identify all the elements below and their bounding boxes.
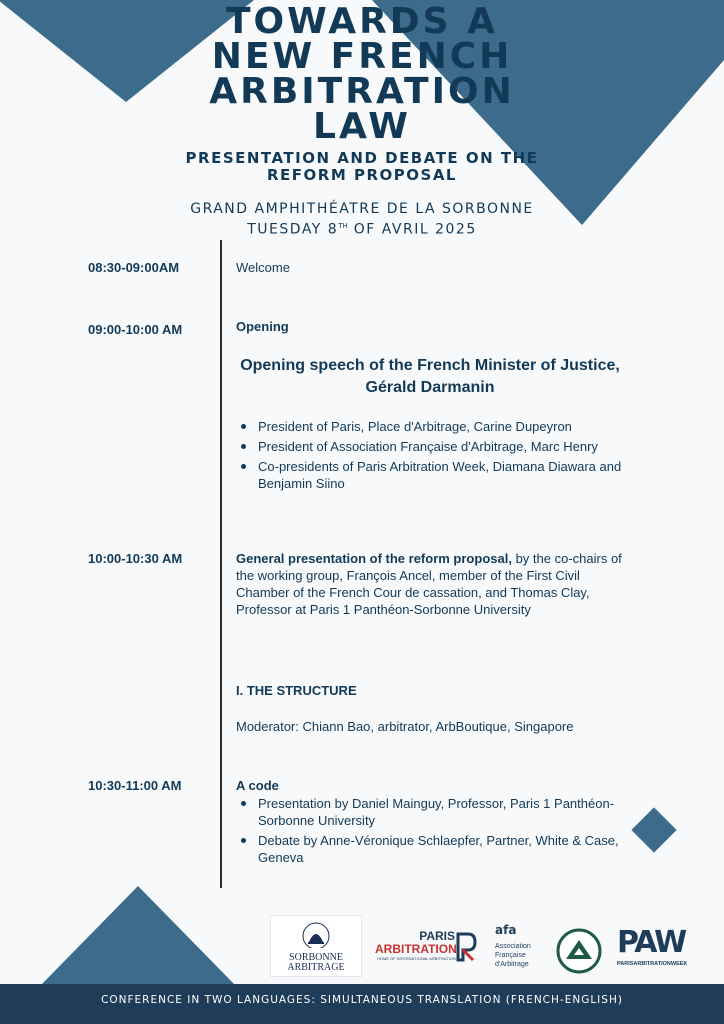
sorbonne-arbitrage-logo bbox=[270, 915, 362, 977]
logo-text: ARBITRATION bbox=[375, 942, 457, 956]
logo-text: ARBITRAGE bbox=[287, 962, 345, 973]
footer-banner: CONFERENCE IN TWO LANGUAGES: SIMULTANEOUS TRANSLATION (FRENCH-ENGLISH) bbox=[0, 984, 724, 1024]
logo-text: afa bbox=[495, 923, 517, 937]
logo-text: PAW bbox=[617, 925, 686, 960]
mountain-emblem-icon bbox=[556, 928, 602, 974]
logo-text: PARISARBITRATIONWEEK bbox=[617, 961, 688, 967]
subtitle-line: REFORM PROPOSAL bbox=[266, 166, 457, 184]
slot-description: Welcome bbox=[236, 260, 290, 275]
time-slot: 09:00-10:00 AM bbox=[88, 322, 183, 337]
time-slot: 08:30-09:00AM bbox=[88, 260, 180, 275]
decorative-diamond bbox=[631, 807, 676, 852]
logo-text: Française bbox=[495, 952, 526, 959]
date-ordinal: TH bbox=[338, 222, 348, 230]
logo-text: PARIS bbox=[419, 929, 455, 943]
timeline-divider bbox=[220, 240, 222, 888]
decorative-triangle-bottom-left bbox=[40, 886, 236, 986]
dome-icon bbox=[296, 920, 336, 948]
title-line: NEW FRENCH bbox=[211, 36, 513, 77]
logo-text: SORBONNE bbox=[289, 952, 343, 963]
speaker-list bbox=[236, 418, 626, 495]
subtitle-line: PRESENTATION AND DEBATE ON THE bbox=[185, 149, 539, 167]
title-line: LAW bbox=[313, 106, 411, 147]
page-subtitle bbox=[0, 150, 724, 184]
event-date bbox=[0, 218, 724, 239]
title-line: TOWARDS A bbox=[225, 1, 499, 42]
slot-detail: by the co-chairs of the working group, François Ancel, member of the First Civil Chamber of the French Cour de cassation, and Thomas Clay, Professor at Paris 1 Panthéon-Sorbonne University bbox=[236, 551, 622, 617]
paris-arbitration-logo bbox=[373, 930, 477, 968]
list-item: Presentation by Daniel Mainguy, Professor, Paris 1 Panthéon-Sorbonne University bbox=[236, 795, 628, 829]
speaker-list bbox=[236, 795, 628, 869]
time-slot: 10:30-11:00 AM bbox=[88, 778, 182, 793]
p-mark-icon bbox=[455, 932, 477, 962]
slot-heading: Opening bbox=[236, 319, 289, 334]
section-heading: I. THE STRUCTURE bbox=[236, 683, 357, 698]
afa-logo bbox=[495, 924, 555, 978]
list-item: President of Association Française d'Arbitrage, Marc Henry bbox=[236, 438, 626, 455]
page-title bbox=[0, 1, 724, 147]
venue: GRAND AMPHITHÉATRE DE LA SORBONNE bbox=[190, 201, 534, 217]
venue-date bbox=[0, 201, 724, 239]
moderator: Moderator: Chiann Bao, arbitrator, ArbBoutique, Singapore bbox=[236, 719, 574, 734]
logo-tagline: HOME OF INTERNATIONAL ARBITRATION bbox=[377, 956, 456, 961]
date-prefix: TUESDAY 8 bbox=[247, 221, 339, 238]
logo-text: d'Arbitrage bbox=[495, 961, 529, 968]
slot-lead: General presentation of the reform proposal, bbox=[236, 551, 512, 566]
slot-heading: A code bbox=[236, 778, 279, 793]
list-item: Debate by Anne-Véronique Schlaepfer, Partner, White & Case, Geneva bbox=[236, 832, 628, 866]
logo-text: Association bbox=[495, 943, 531, 950]
time-slot: 10:00-10:30 AM bbox=[88, 551, 183, 566]
title-line: ARBITRATION bbox=[209, 71, 515, 112]
slot-description bbox=[236, 550, 628, 618]
list-item: Co-presidents of Paris Arbitration Week, Diamana Diawara and Benjamin Siino bbox=[236, 458, 626, 492]
keynote-speech: Opening speech of the French Minister of Justice, Gérald Darmanin bbox=[240, 357, 620, 396]
paris-arbitration-week-logo bbox=[617, 926, 693, 976]
list-item: President of Paris, Place d'Arbitrage, Carine Dupeyron bbox=[236, 418, 626, 435]
date-suffix: OF AVRIL 2025 bbox=[347, 221, 477, 238]
